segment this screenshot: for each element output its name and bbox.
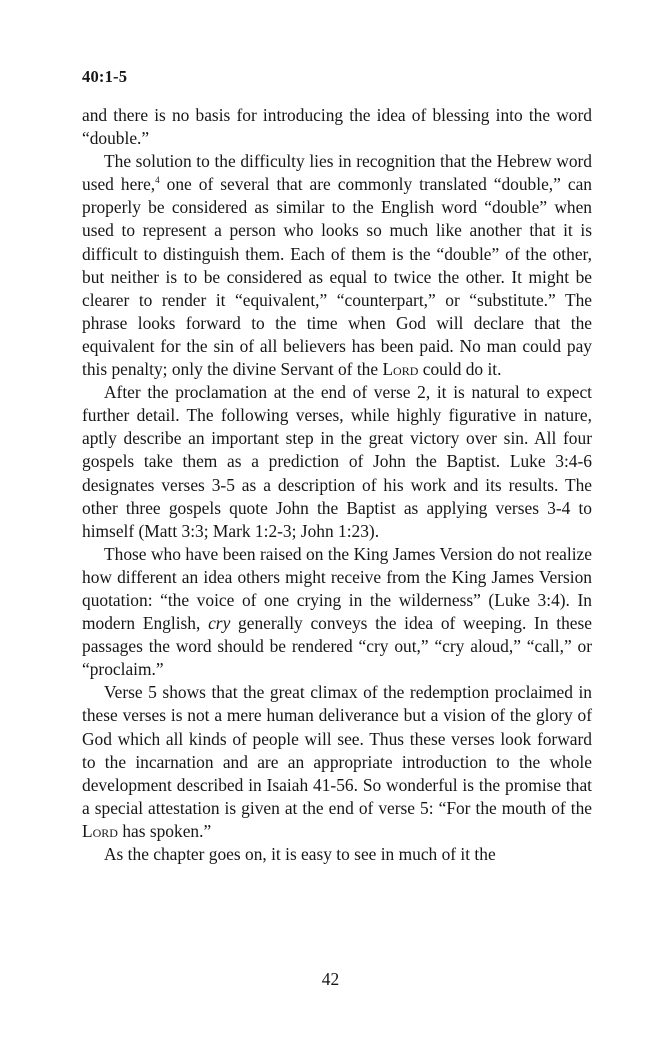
running-head: 40:1-5 bbox=[82, 67, 128, 86]
small-caps-lord: Lord bbox=[82, 820, 118, 841]
paragraph-5-text-end: has spoken.” bbox=[117, 820, 212, 841]
paragraph-6-text: As the chapter goes on, it is easy to see in much of it the bbox=[104, 844, 496, 864]
paragraph-2-text-middle: one of several that are commonly translated “double,” can properly be considered as similar to the English word “double” when used to represent a person who looks so much like another that it is difficult to distinguish them. Each of them is the “double” of the other, but neither is to be considered as equal to twice the other. It might be clearer to render it “equivalent,” “counterpart,” or “substitute.” The phrase looks forward to the time when God will declare that the equivalent for the sin of all believers has been paid. No man could pay this penalty; only the divine Servant of the bbox=[82, 174, 593, 380]
footnote-reference: 4 bbox=[155, 175, 160, 186]
paragraph-2 bbox=[82, 150, 592, 381]
paragraph-2-text-start: The solution to the difficulty lies in recognition that the Hebrew word used here, bbox=[82, 151, 592, 195]
paragraph-1 bbox=[82, 104, 592, 150]
paragraph-1-text: and there is no basis for introducing the idea of blessing into the word “double.” bbox=[82, 105, 592, 149]
page-number: 42 bbox=[321, 969, 340, 989]
paragraph-5 bbox=[82, 681, 592, 843]
italic-term: cry bbox=[208, 613, 231, 634]
paragraph-3 bbox=[82, 381, 592, 543]
small-caps-lord: Lord bbox=[382, 359, 419, 380]
paragraph-3-text: After the proclamation at the end of verse 2, it is natural to expect further detail. The following verses, while highly figurative in nature, aptly describe an important step in the great victory over sin. All four gospels take them as a prediction of John the Baptist. Luke 3:4-6 designates verses 3-5 as a description of his work and its results. The other three gospels quote John the Baptist as applying verses 3-4 to himself (Matt 3:3; Mark 1:2-3; John 1:23). bbox=[82, 382, 592, 541]
paragraph-6 bbox=[82, 843, 592, 866]
paragraph-5-text: Verse 5 shows that the great climax of the redemption proclaimed in these verses is not a mere human deliverance but a vision of the glory of God which all kinds of people will see. Thus these verses look forward to the incarnation and are an appropriate introduction to the whole development described in Isaiah 41-56. So wonderful is the promise that a special attestation is given at the end of verse 5: “For the mouth of the bbox=[82, 682, 592, 818]
paragraph-2-text-end: could do it. bbox=[418, 359, 502, 380]
body-text bbox=[82, 104, 592, 866]
paragraph-4 bbox=[82, 543, 592, 682]
paragraph-4-text-start: Those who have been raised on the King James Version do not realize how different an idea others might receive from the King James Version quotation: “the voice of one crying in the wilderness” (Luke 3:4). In modern English, bbox=[82, 543, 592, 634]
paragraph-4-text-end: generally conveys the idea of weeping. In these passages the word should be rendered “cry out,” “cry aloud,” “call,” or “proclaim.” bbox=[82, 613, 592, 680]
